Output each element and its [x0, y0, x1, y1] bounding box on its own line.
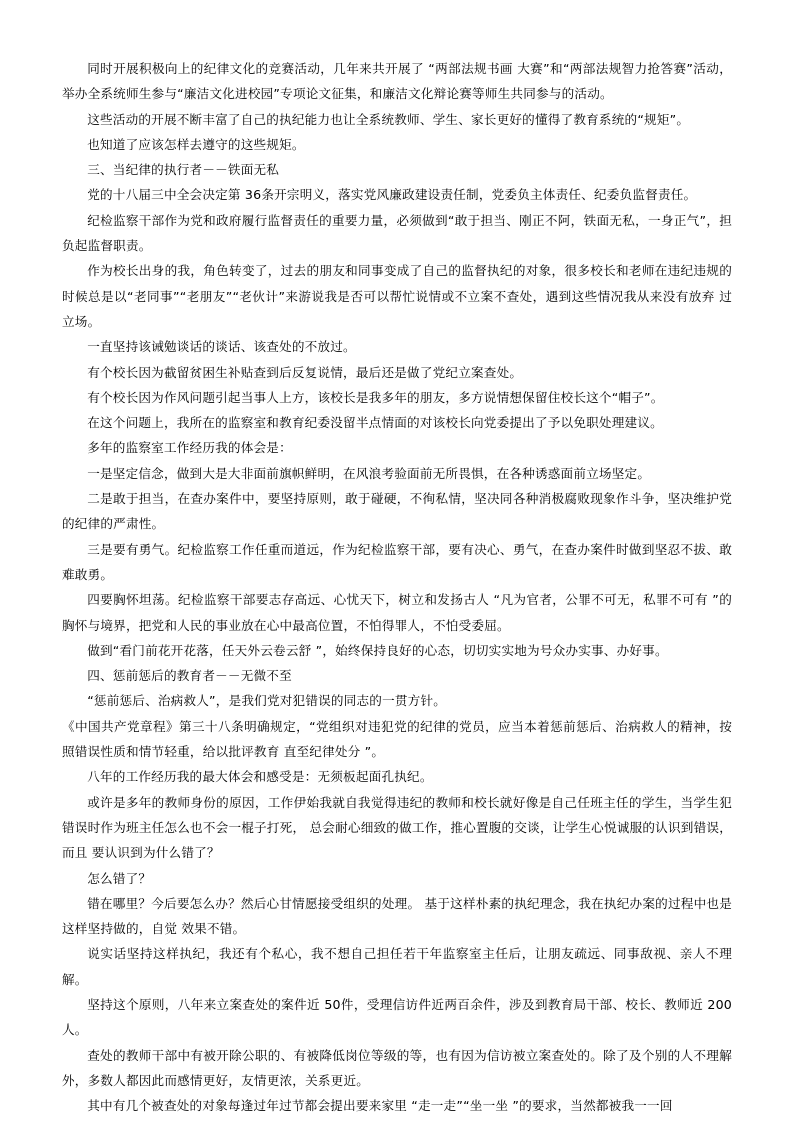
paragraph: 《中国共产党章程》第三十八条明确规定，“党组织对违犯党的纪律的党员，应当本着惩前惩后、治病救人的精神，按照错误性质和情节轻重，给以批评教育 直至纪律处分 ”。	[62, 718, 732, 760]
paragraph: 多年的监察室工作经历我的体会是：	[87, 440, 292, 456]
paragraph: 怎么错了？	[87, 870, 152, 886]
paragraph: 错在哪里？今后要怎么办？然后心甘情愿接受组织的处理。 基于这样朴素的执纪理念，我在执纪办案的过程中也是这样坚持做的，自觉 效果不错。	[62, 895, 732, 937]
section-heading: 四、惩前惩后的教育者－－无微不至	[87, 668, 292, 684]
paragraph: 查处的教师干部中有被开除公职的、有被降低岗位等级的等，也有因为信访被立案查处的。除了及个别的人不理解外，多数人都因此而感情更好，友情更浓，关系更近。	[62, 1047, 732, 1088]
paragraph: 或许是多年的教师身份的原因，工作伊始我就自我觉得违纪的教师和校长就好像是自己任班主任的学生，当学生犯错误时作为班主任怎么也不会一棍子打死， 总会耐心细致的做工作，推心置腹的交谈，让学生心悦诚服的认识到错误，而且 要认识到为什么错了？	[62, 794, 732, 861]
paragraph: 做到“看门前花开花落，任天外云卷云舒 ”，始终保持良好的心态，切切实实地为号众办实事、办好事。	[87, 642, 668, 658]
paragraph: 有个校长因为作风问题引起当事人上方，该校长是我多年的朋友，多方说情想保留住校长这个“帽子”。	[87, 389, 664, 405]
paragraph: 在这个问题上，我所在的监察室和教育纪委没留半点情面的对该校长向党委提出了予以免职处理建议。	[87, 415, 663, 431]
paragraph: 一直坚持该诫勉谈话的谈话、该查处的不放过。	[87, 339, 356, 355]
paragraph: 三是要有勇气。纪检监察工作任重而道远，作为纪检监察干部，要有决心、勇气，在查办案件时做到坚忍不拔、敢难敢勇。	[62, 541, 732, 582]
paragraph: 四要胸怀坦荡。纪检监察干部要志存高远、心忧天下，树立和发扬古人 “凡为官者，公罪不可无，私罪不可有 ”的胸怀与境界，把党和人民的事业放在心中最高位置，不怕得罪人，不怕受委屈。	[62, 592, 732, 633]
paragraph: 坚持这个原则，八年来立案查处的案件近 50件，受理信访件近两百余件，涉及到教育局干部、校长、教师近 200人。	[62, 996, 732, 1038]
paragraph: 其中有几个被查处的对象每逢过年过节都会提出要来家里 “走一走”“坐一坐 ”的要求，当然都被我一一回	[87, 1098, 673, 1114]
paragraph: 也知道了应该怎样去遵守的这些规矩。	[87, 136, 305, 152]
paragraph: 作为校长出身的我，角色转变了，过去的朋友和同事变成了自己的监督执纪的对象，很多校长和老师在违纪违规的时候总是以“老同事”“老朋友”“老伙计”来游说我是否可以帮忙说情或不立案不查处，遇到这些情况我从来没有放弃 过立场。	[62, 263, 732, 329]
paragraph: 有个校长因为截留贫困生补贴查到后反复说情，最后还是做了党纪立案查处。	[87, 364, 523, 380]
paragraph: 党的十八届三中全会决定第 36条开宗明义，落实党风廉政建设责任制，党委负主体责任、纪委负监督责任。	[87, 187, 697, 203]
paragraph: 这些活动的开展不断丰富了自己的执纪能力也让全系统教师、学生、家长更好的懂得了教育系统的“规矩”。	[87, 111, 690, 127]
paragraph: “惩前惩后、治病救人”，是我们党对犯错误的同志的一贯方针。	[87, 693, 447, 709]
paragraph: 二是敢于担当，在查办案件中，要坚持原则，敢于碰硬，不徇私情，坚决同各种消极腐败现象作斗争，坚决维护党的纪律的严肃性。	[62, 491, 732, 532]
paragraph: 纪检监察干部作为党和政府履行监督责任的重要力量，必须做到“敢于担当、刚正不阿，铁面无私，一身正气”，担负起监督职责。	[62, 212, 732, 254]
paragraph: 八年的工作经历我的最大体会和感受是：无须板起面孔执纪。	[87, 769, 433, 785]
paragraph: 说实话坚持这样执纪，我还有个私心，我不想自己担任若干年监察室主任后，让朋友疏远、同事敌视、亲人不理解。	[62, 946, 732, 987]
document-body	[62, 56, 732, 1118]
section-heading: 三、当纪律的执行者－－铁面无私	[87, 162, 280, 178]
paragraph: 同时开展积极向上的纪律文化的竞赛活动，几年来共开展了 “两部法规书画 大赛”和“两部法规智力抢答赛”活动，举办全系统师生参与“廉洁文化进校园”专项论文征集，和廉洁文化辩论赛等师生共同参与的活动。	[62, 61, 732, 102]
paragraph: 一是坚定信念，做到大是大非面前旗帜鲜明，在风浪考验面前无所畏惧，在各种诱惑面前立场坚定。	[87, 465, 651, 481]
